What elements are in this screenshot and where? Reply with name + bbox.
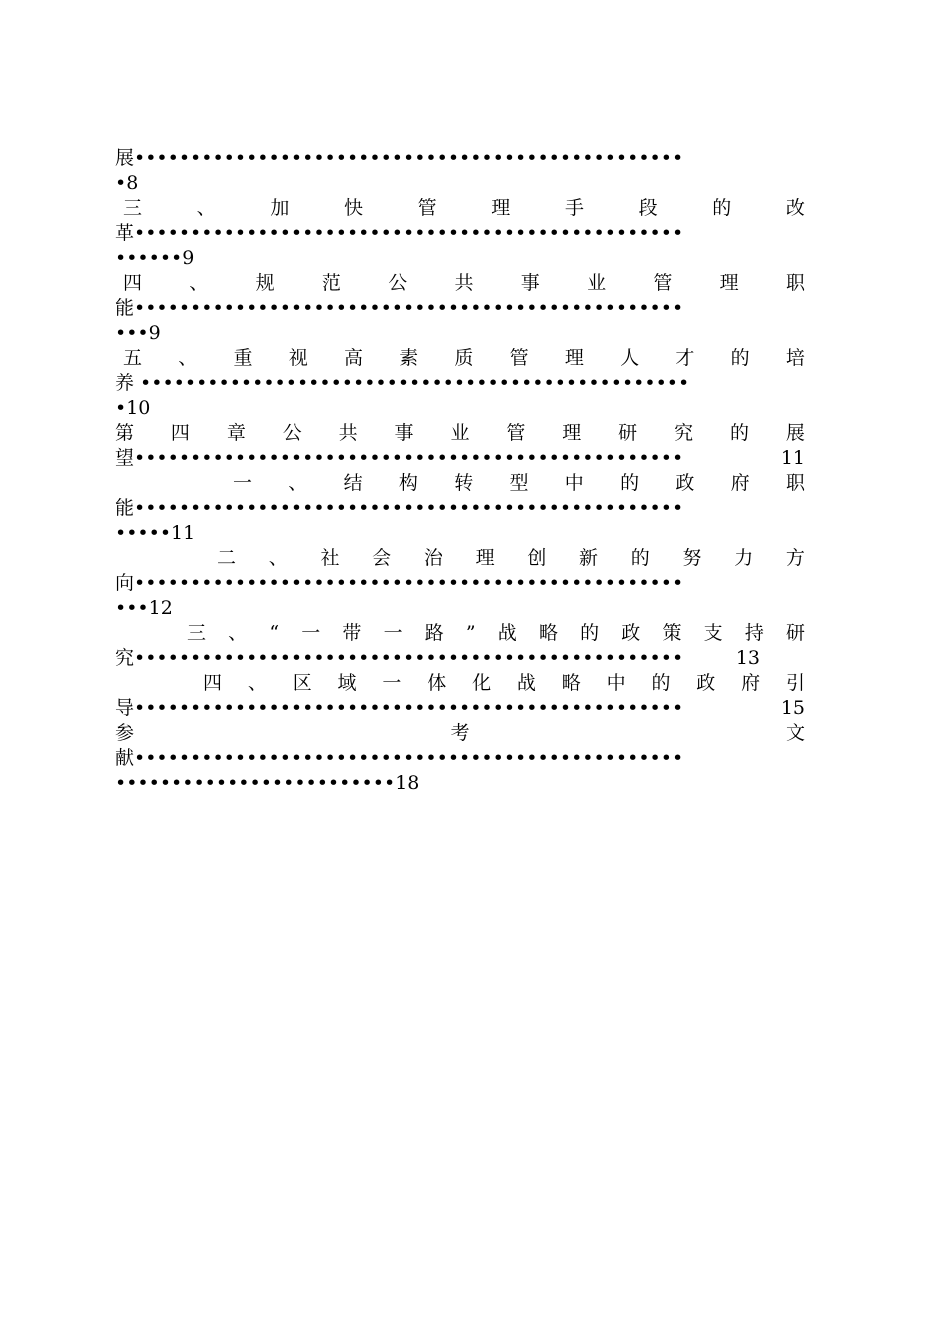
toc-entry-line[interactable] [115, 746, 805, 771]
toc-entry-title: 究 [115, 647, 135, 669]
page-number: 11 [171, 522, 196, 544]
toc-entry-line[interactable] [115, 521, 805, 546]
toc-entry-title: 革 [115, 222, 135, 244]
toc-entry-line[interactable] [115, 496, 805, 521]
toc-entry-heading[interactable]: 三 、 “ 一 带 一 路 ” 战 略 的 政 策 支 持 研 [187, 622, 805, 644]
dot-leader: ••• [115, 322, 149, 344]
page-number: 9 [182, 247, 195, 269]
toc-entry-heading[interactable]: 二 、 社 会 治 理 创 新 的 努 力 方 [217, 547, 805, 569]
toc-entry-heading[interactable]: 四 、 区 域 一 体 化 战 略 中 的 政 府 引 [203, 672, 805, 694]
toc-entry-title: 导 [115, 697, 135, 719]
toc-entry-title: 向 [115, 572, 135, 594]
page-number: 11 [780, 447, 805, 469]
toc-entry-title: 献 [115, 747, 135, 769]
page-number: 12 [148, 597, 173, 619]
toc-entry-line[interactable] [115, 596, 805, 621]
toc-entry-title: 能 [115, 497, 135, 519]
toc-entry-title: 展 [115, 147, 135, 169]
toc-entry-line[interactable] [115, 696, 805, 721]
toc-entry-title: 能 [115, 297, 135, 319]
toc-entry-heading[interactable]: 参 考 文 [115, 722, 805, 744]
dot-leader: ••••••••••••••••••••••••••••••••••••••••••••••••• [134, 697, 684, 719]
toc-entry-zhan-line2[interactable] [115, 171, 805, 196]
toc-entry-heading[interactable]: 一 、 结 构 转 型 中 的 政 府 职 [233, 472, 805, 494]
dot-leader: • [115, 172, 127, 194]
dot-leader: ••••••••••••••••••••••••••••••••••••••••••••••••• [134, 497, 684, 519]
page-number: 10 [126, 397, 151, 419]
toc-entry-line[interactable] [115, 771, 805, 796]
toc-entry-line[interactable] [115, 446, 805, 471]
table-of-contents [115, 146, 805, 796]
dot-leader: ••••••••••••••••••••••••••••••••••••••••••••••••• [134, 647, 684, 669]
toc-entry-zhan-line1[interactable] [115, 146, 805, 171]
toc-entry-heading[interactable]: 第 四 章 公 共 事 业 管 理 研 究 的 展 [115, 422, 805, 444]
toc-entry-line[interactable] [115, 646, 805, 671]
dot-leader: ••• [115, 597, 149, 619]
toc-entry-line[interactable] [115, 571, 805, 596]
toc-entry-line[interactable] [115, 396, 805, 421]
toc-entry-heading[interactable]: 四 、 规 范 公 共 事 业 管 理 职 [123, 272, 805, 294]
dot-leader: ••••••••••••••••••••••••••••••••••••••••••••••••• [134, 747, 684, 769]
dot-leader: ••••••••••••••••••••••••••••••••••••••••••••••••• [134, 222, 684, 244]
toc-entry-heading[interactable]: 三 、 加 快 管 理 手 段 的 改 [123, 197, 805, 219]
dot-leader: • [115, 397, 127, 419]
dot-leader: ••••••••••••••••••••••••••••••••••••••••••••••••• [134, 297, 684, 319]
dot-leader: ••••••••••••••••••••••••• [115, 772, 396, 794]
toc-entry-title: 养 [115, 372, 135, 394]
page-number: 18 [395, 772, 420, 794]
toc-entry-line[interactable] [115, 321, 805, 346]
toc-entry-title: 望 [115, 447, 135, 469]
page-number: 13 [735, 647, 760, 669]
dot-leader: ••••••••••••••••••••••••••••••••••••••••••••••••• [134, 372, 690, 394]
page-number: 8 [126, 172, 139, 194]
toc-entry-line[interactable] [115, 221, 805, 246]
dot-leader: ••••••••••••••••••••••••••••••••••••••••••••••••• [134, 147, 684, 169]
dot-leader: •••••• [115, 247, 183, 269]
page-number: 15 [780, 697, 805, 719]
page-number: 9 [148, 322, 161, 344]
toc-entry-line[interactable] [115, 371, 805, 396]
dot-leader: ••••••••••••••••••••••••••••••••••••••••••••••••• [134, 447, 684, 469]
toc-entry-line[interactable] [115, 296, 805, 321]
toc-entry-heading[interactable]: 五 、 重 视 高 素 质 管 理 人 才 的 培 [123, 347, 805, 369]
dot-leader: ••••• [115, 522, 172, 544]
dot-leader: ••••••••••••••••••••••••••••••••••••••••••••••••• [134, 572, 684, 594]
toc-entry-line[interactable] [115, 246, 805, 271]
